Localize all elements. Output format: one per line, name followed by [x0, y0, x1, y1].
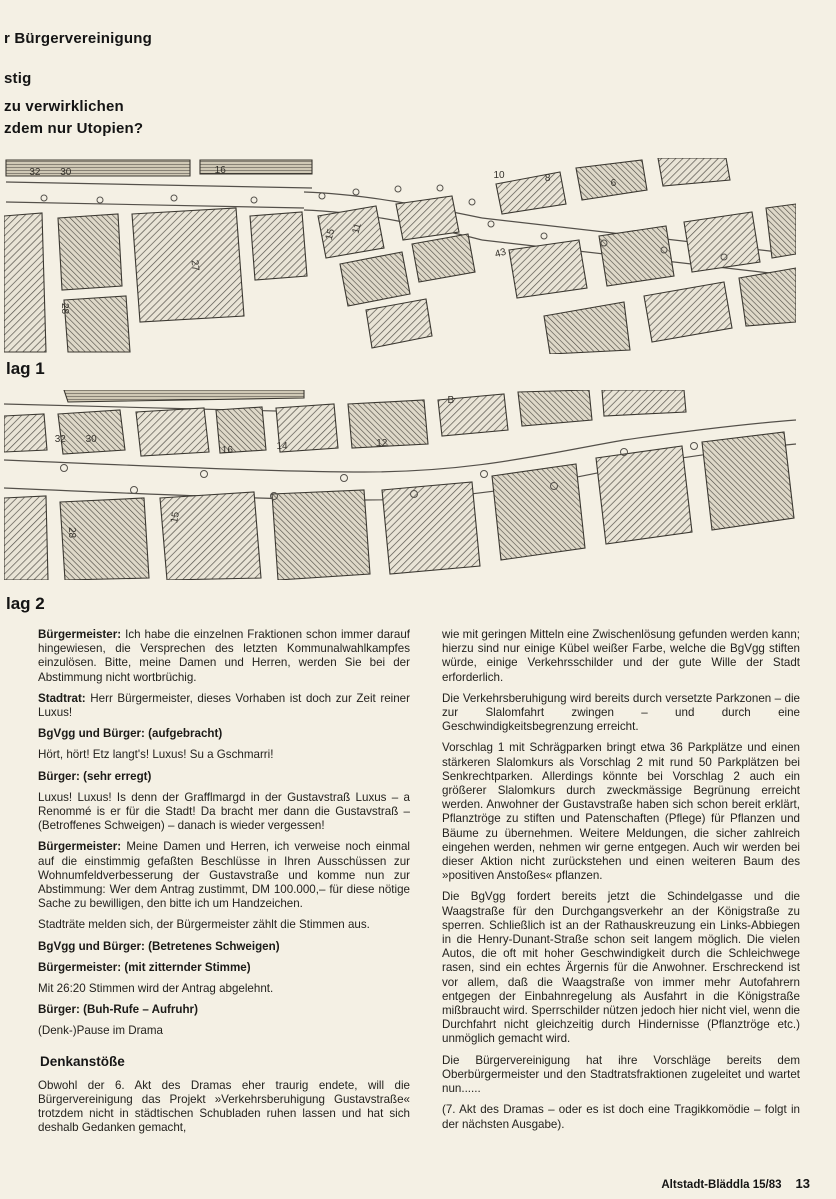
house-number-label: 15	[169, 510, 183, 524]
house-number-label: B	[447, 394, 455, 406]
paragraph: (7. Akt des Dramas – oder es ist doch eine Tragikkomödie – folgt in der nächsten Ausgabe).	[442, 1103, 800, 1131]
section-heading: Denkanstöße	[40, 1053, 125, 1069]
paragraph: Die Verkehrsberuhigung wird bereits durch versetzte Parkzonen – die zur Slalomfahrt zwingen – und durch eine Geschwindigkeitsbegrenzung erreicht.	[442, 691, 800, 734]
paragraph: Obwohl der 6. Akt des Dramas eher traurig endete, will die Bürgervereinigung das Projekt »Verkehrsberuhigung Gustavstraße« trotzdem nicht in städtischen Schubladen ruhen lassen und hat sich deshalb Gedanken gemacht,	[38, 1078, 410, 1135]
paragraph: Bürgermeister: (mit zitternder Stimme)	[38, 960, 251, 974]
page-number: 13	[795, 1176, 810, 1191]
paragraph: Vorschlag 1 mit Schrägparken bringt etwa 36 Parkplätze und einen stärkeren Slalomkurs als Vorschlag 2 mit rund 50 Parkplätzen bei Senkrechtparken. Allerdings könnte bei Vorschlag 2 auch ein größerer Slalomkurs durch zweckmässige Begrünung erreicht werden. Anwohner der Gustavstraße haben sich schon bereit erklärt, Pflanztröge zu stiften und Patenschaften (Pflege) für Pflanzen und Bäume zu übernehmen. Weitere Meldungen, die sicher zahlreich eingehen werden, nehmen wir gerne entgegen. Auch wir werden bei dieser Aktion nicht zurückstehen und einen weiteren Baum des »positiven Anstoßes« pflanzen.	[442, 741, 800, 883]
house-number-label: 32	[54, 433, 66, 445]
house-number-label: 27	[188, 259, 201, 272]
headline-fragment-1: r Bürgervereinigung	[4, 30, 152, 47]
headline-fragment-4: zdem nur Utopien?	[4, 120, 144, 137]
paragraph: Bürgermeister: Meine Damen und Herren, ich verweise noch einmal auf die einstimmig gefaßten Beschlüsse in Ihren Ausschüssen zur Wohnumfeldverbesserung der Gustavstraße und komme nun zur Abstimmung: Wer dem Antrag zustimmt, DM 100.000,– für diese nötige Sache zu bewilligen, den bitte ich um Handzeichen.	[38, 840, 410, 911]
headline-fragment-3: zu verwirklichen	[4, 98, 124, 115]
paragraph: BgVgg und Bürger: (aufgebracht)	[38, 727, 223, 741]
paragraph: Stadträte melden sich, der Bürgermeister zählt die Stimmen aus.	[38, 918, 370, 932]
house-number-label: 10	[493, 169, 505, 181]
house-number-label: 16	[214, 164, 226, 176]
paragraph: Bürger: (sehr erregt)	[38, 769, 152, 783]
paragraph: Die Bürgervereinigung hat ihre Vorschläge bereits dem Oberbürgermeister und den Stadtratsfraktionen zugeleitet und wartet nun......	[442, 1053, 800, 1096]
paragraph: Luxus! Luxus! Is denn der Grafflmargd in der Gustavstraß Luxus – a Renommé is er für die Stadt! Da bracht mer dann die Gustavstraß – (Betroffenes Schweigen) – danach is wieder vergessen!	[38, 790, 410, 833]
paragraph: Die BgVgg fordert bereits jetzt die Schindelgasse und die Waagstraße für den Durchgangsverkehr an der Königstraße zu sperren. Schließlich ist an der Rathauskreuzung ein Links-Abbiegen in die Henry-Dunant-Straße schon seit langem möglich. Die vielen Autos, die oft mit hoher Geschwindigkeit durch die Schleichwege rasen, sind ein echtes Ärgernis für die Anwohner. Erschreckend ist vor allem, daß die Waagstraße von immer mehr Autofahrern entgegen der Einbahnregelung als Ausfahrt in die Königstraße mißbraucht wird. Sperrschilder nützen jedoch hier nicht viel, wenn die Durchfahrt nicht gleichzeitig durch Hindernisse (Pflanztröge etc.) unmöglich gemacht wird.	[442, 890, 800, 1046]
paragraph: Mit 26:20 Stimmen wird der Antrag abgelehnt.	[38, 982, 274, 996]
paragraph: BgVgg und Bürger: (Betretenes Schweigen)	[38, 939, 280, 953]
paragraph: Stadtrat: Herr Bürgermeister, dieses Vorhaben ist doch zur Zeit reiner Luxus!	[38, 691, 410, 720]
house-number-label: 30	[85, 433, 97, 445]
house-number-label: 12	[376, 437, 388, 449]
paragraph: Bürgermeister: Ich habe die einzelnen Fraktionen schon immer darauf hingewiesen, die Versprechen des letzten Kommunalwahlkampfes einzulösen. Bitte, meine Damen und Herren, werden Sie bei der Abstimmung nicht wortbrüchig.	[38, 628, 410, 684]
house-number-label: 32	[29, 166, 41, 178]
article-right-column	[442, 628, 800, 1139]
house-number-label: 6	[610, 177, 617, 189]
paragraph: Bürger: (Buh-Rufe – Aufruhr)	[38, 1003, 198, 1017]
map-vorschlag-2	[4, 390, 796, 580]
house-number-label: 16	[221, 445, 233, 457]
house-number-label: 15	[323, 227, 338, 241]
house-number-label: 28	[65, 526, 77, 538]
house-number-label: 8	[544, 172, 551, 184]
journal-title: Altstadt-Bläddla 15/83	[661, 1179, 782, 1191]
house-number-label: 14	[276, 441, 288, 453]
map-label-vorschlag-2: lag 2	[6, 594, 45, 613]
page-footer	[661, 1176, 810, 1191]
house-number-label: 43	[493, 246, 508, 261]
article-left-column	[38, 628, 410, 1143]
map2-number-layer	[4, 390, 796, 580]
paragraph: (Denk-)Pause im Drama	[38, 1024, 163, 1038]
paragraph: wie mit geringen Mitteln eine Zwischenlösung gefunden werden kann; hierzu sind nur einige Kübel weißer Farbe, welche die BgVgg stiften würde, einige Verkehrsschilder und der gute Wille der Stadt erforderlich.	[442, 628, 800, 684]
map-vorschlag-1	[4, 158, 796, 354]
house-number-label: 30	[60, 166, 72, 178]
headline-fragment-2: stig	[4, 70, 32, 87]
paragraph: Hört, hört! Etz langt's! Luxus! Su a Gschmarri!	[38, 748, 274, 762]
map1-number-layer	[4, 158, 796, 354]
house-number-label: 11	[351, 221, 365, 235]
map-label-vorschlag-1: lag 1	[6, 359, 45, 378]
house-number-label: 28	[59, 302, 71, 315]
